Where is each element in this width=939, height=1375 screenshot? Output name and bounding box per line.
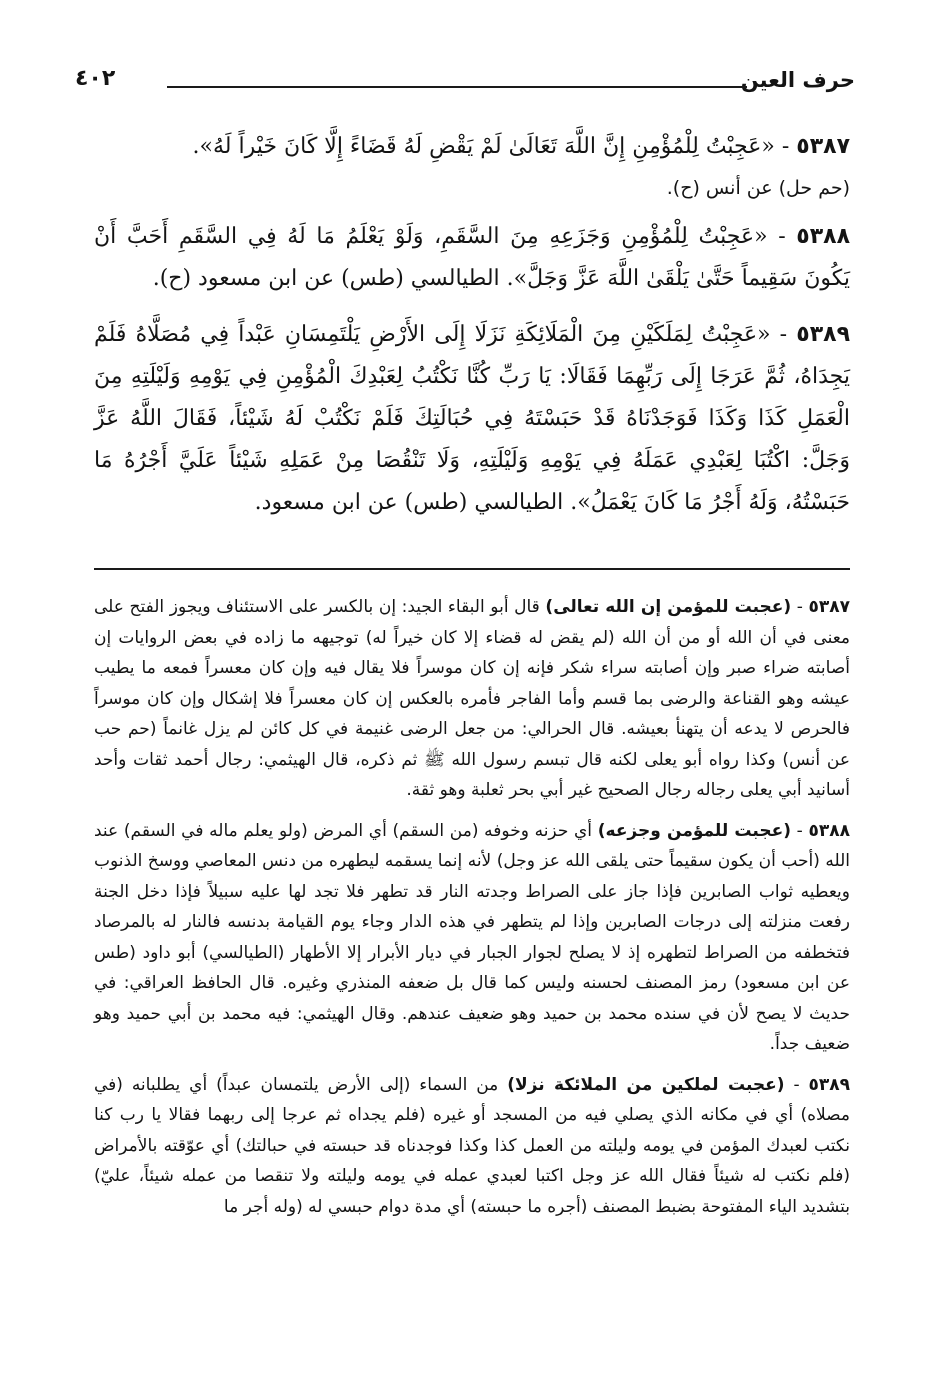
commentary-text: من السماء (إلى الأرض يلتمسان عبداً) أي يطلبانه (في مصلاه) أي في مكانه الذي يصلي فيه من المسجد أو غيره (فلم يجداه ثم عرجا إلى ربهما فقالا يا رب كنا نكتب لعبدك المؤمن في يومه وليلته من العمل كذا وكذا فوجدناه قد حبسته في حبالتك) أي عوّقته بالأمراض (فلم نكتب له شيئاً فقال الله عز وجل اكتبا لعبدي عمله في يومه وليلته ولا تنقصا من عمله شيئاً، عليّ) بتشديد الياء المفتوحة بضبط المصنف (أجره ما حبسته) أي مدة دوام حبسي له (وله أجر ما bbox=[94, 1074, 850, 1217]
commentary-lemma: (عجبت لملكين من الملائكة نزلا) bbox=[507, 1074, 785, 1095]
commentary-text: قال أبو البقاء الجيد: إن بالكسر على الاستئناف ويجوز الفتح على معنى في أن الله أو من أن الله (لم يقض له قضاء إلا كان خيراً له) توجيهه ما زاده في بعض الروايات إن أصابته ضراء صبر وإن أصابته سراء شكر فإنه إن كان موسراً فلا يقال فيه وإن كان معسراً فمعه ما يطيب عيشه وهو القناعة والرضى بما قسم وأما الفاجر فأمره بالعكس إن كان معسراً فلا إشكال وإن كان موسراً فالحرص لا يدعه أن يتهنأ بعيشه. قال الحرالي: من جعل الرضى غنيمة في كل كائن لم يزل غانماً (حم حب عن أنس) وكذا رواه أبو يعلى لكنه قال تبسم رسول الله ﷺ ثم ذكره، قال الهيثمي: رجال أحمد ثقات وأحد أسانيد أبي يعلى رجاله رجال الصحيح غير أبي بحر ثعلبة وهو ثقة. bbox=[94, 597, 850, 800]
hadith-text: - «عَجِبْتُ لِمَلَكَيْنِ مِنَ الْمَلَائِكَةِ نَزَلَا إِلَى الأَرْضِ يَلْتَمِسَانِ عَبْداً فِي مُصَلَّاهُ فَلَمْ يَجِدَاهُ، ثُمَّ عَرَجَا إِلَى رَبِّهِمَا فَقَالَا: يَا رَبِّ كُنَّا نَكْتُبُ لِعَبْدِكَ الْمُؤْمِنِ فِي يَوْمِهِ وَلَيْلَتِهِ مِنَ الْعَمَلِ كَذَا وَكَذَا فَوَجَدْنَاهُ قَدْ حَبَسْتَهُ فِي حُبَالَتِكَ فَلَمْ نَكْتُبْ لَهُ شَيْئاً، فَقَالَ اللَّهُ عَزَّ وَجَلَّ: اكْتُبَا لِعَبْدِي عَمَلَهُ فِي يَوْمِهِ وَلَيْلَتِهِ، وَلَا تَنْقُصَا مِنْ عَمَلِهِ شَيْئاً عَلَيَّ أَجْرُهُ مَا حَبَسْتُهُ، وَلَهُ أَجْرُ مَا كَانَ يَعْمَلُ». bbox=[94, 322, 850, 515]
commentary-lemma: (عجبت للمؤمن وجزعه) bbox=[597, 820, 791, 841]
commentary-number: ٥٣٨٨ bbox=[808, 820, 851, 841]
hadith-number: ٥٣٨٨ bbox=[796, 224, 850, 249]
hadith-text: - «عَجِبْتُ لِلْمُؤْمِنِ وَجَزَعِهِ مِنَ السَّقَمِ، وَلَوْ يَعْلَمُ مَا لَهُ فِي السَّقَمِ أَحَبَّ أَنْ يَكُونَ سَقِيماً حَتَّىٰ يَلْقَىٰ اللَّهَ عَزَّ وَجَلَّ». bbox=[94, 224, 850, 291]
commentary-lemma: (عجبت للمؤمن إن الله تعالى) bbox=[545, 597, 792, 617]
commentary-text: أي حزنه وخوفه (من السقم) أي المرض (ولو يعلم ماله في السقم) عند الله (أحب أن يكون سقيماً حتى يلقى الله عز وجل) لأنه إنما يسقمه ليطهره من دنس المعاصي ووسخ الذنوب ويعطيه ثواب الصابرين فإذا جاز على الصراط وجدته النار قد تطهر فلا تجد لها عليه سبيلاً فإذا دخل الجنة رفعت منزلته إلى درجات الصابرين وإذا لم يتطهر في هذه الدار وجاء يوم القيامة بدنسه فالنار له بالمرصاد فتخطفه من الصراط لتطهره إذ لا يصلح لجوار الجبار في ديار الأبرار إلا الأطهار (الطيالسي) أبو داود (طس عن ابن مسعود) رمز المصنف لحسنه وليس كما قال بل ضعفه المنذري وغيره. قال الحافظ العراقي: في حديث لا يصح لأن في سنده محمد بن حميد وهو ضعيف عندهم. وقال الهيثمي: فيه محمد بن أبي حميد وهو ضعيف جداً. bbox=[94, 820, 850, 1054]
chapter-title: حرف العين bbox=[740, 68, 855, 92]
hadith-5388 bbox=[94, 216, 850, 300]
hadith-text: - «عَجِبْتُ لِلْمُؤْمِنِ إِنَّ اللَّهَ تَعَالَىٰ لَمْ يَقْضِ لَهُ قَضَاءً إِلَّا كَانَ خَيْراً لَهُ». bbox=[192, 134, 790, 159]
footnote-divider bbox=[94, 568, 850, 570]
hadith-5387 bbox=[94, 126, 850, 168]
commentary-5387: ٥٣٨٧ - (عجبت للمؤمن إن الله تعالى) قال أبو البقاء الجيد: إن بالكسر على الاستئناف ويجوز الفتح على معنى في أن الله أو من أن الله (لم يقض له قضاء إلا كان خيراً له) توجيهه ما زاده في بعض الروايات إن أصابته ضراء صبر وإن أصابته سراء شكر فإنه إن كان موسراً فلا يقال فيه وإن كان معسراً فمعه ما يطيب عيشه وهو القناعة والرضى بما قسم وأما الفاجر فأمره بالعكس إن كان معسراً فلا إشكال وإن كان موسراً فالحرص لا يدعه أن يتهنأ بعيشه. قال الحرالي: من جعل الرضى غنيمة في كل كائن لم يزل غانماً (حم حب عن أنس) وكذا رواه أبو يعلى لكنه قال تبسم رسول الله ﷺ ثم ذكره، قال الهيثمي: رجال أحمد ثقات وأحد أسانيد أبي يعلى رجاله رجال الصحيح غير أبي بحر ثعلبة وهو ثقة. bbox=[94, 597, 851, 800]
commentary-5388: ٥٣٨٨ - (عجبت للمؤمن وجزعه) أي حزنه وخوفه (من السقم) أي المرض (ولو يعلم ماله في السقم) عند الله (أحب أن يكون سقيماً حتى يلقى الله عز وجل) لأنه إنما يسقمه ليطهره من دنس المعاصي ووسخ الذنوب ويعطيه ثواب الصابرين فإذا جاز على الصراط وجدته النار قد تطهر فلا تجد لها عليه سبيلاً فإذا دخل الجنة رفعت منزلته إلى درجات الصابرين وإذا لم يتطهر في هذه الدار وجاء يوم القيامة بدنسه فالنار له بالمرصاد فتخطفه من الصراط لتطهره إذ لا يصلح لجوار الجبار في ديار الأبرار إلا الأطهار (الطيالسي) أبو داود (طس عن ابن مسعود) رمز المصنف لحسنه وليس كما قال بل ضعفه المنذري وغيره. قال الحافظ العراقي: في حديث لا يصح لأن في سنده محمد بن حميد وهو ضعيف عندهم. وقال الهيثمي: فيه محمد بن أبي حميد وهو ضعيف جداً. bbox=[94, 820, 851, 1054]
hadith-source: (حم حل) عن أنس (ح). bbox=[666, 177, 850, 199]
commentary-number: ٥٣٨٩ bbox=[808, 1074, 850, 1095]
hadith-source: الطيالسي (طس) عن ابن مسعود. bbox=[254, 490, 564, 515]
commentary-5389: ٥٣٨٩ - (عجبت لملكين من الملائكة نزلا) من السماء (إلى الأرض يلتمسان عبداً) أي يطلبانه (في مصلاه) أي في مكانه الذي يصلي فيه من المسجد أو غيره (فلم يجداه ثم عرجا إلى ربهما فقالا يا رب كنا نكتب لعبدك المؤمن في يومه وليلته من العمل كذا وكذا فوجدناه قد حبسته في حبالتك) أي عوّقته بالأمراض (فلم نكتب له شيئاً فقال الله عز وجل اكتبا لعبدي عمله في يومه وليلته ولا تنقصا من عمله شيئاً، عليّ) بتشديد الياء المفتوحة بضبط المصنف (أجره ما حبسته) أي مدة دوام حبسي له (وله أجر ما bbox=[94, 1074, 850, 1217]
header-rule bbox=[167, 86, 747, 88]
hadith-number: ٥٣٨٩ bbox=[796, 322, 850, 347]
page-header bbox=[75, 64, 855, 104]
hadith-text-section bbox=[94, 126, 850, 538]
hadith-number: ٥٣٨٧ bbox=[796, 134, 850, 159]
commentary-section bbox=[94, 592, 850, 1232]
hadith-source: الطيالسي (طس) عن ابن مسعود (ح). bbox=[152, 266, 500, 291]
page-number: ٤٠٢ bbox=[75, 66, 116, 91]
commentary-number: ٥٣٨٧ bbox=[808, 597, 851, 617]
hadith-5389 bbox=[94, 314, 850, 524]
